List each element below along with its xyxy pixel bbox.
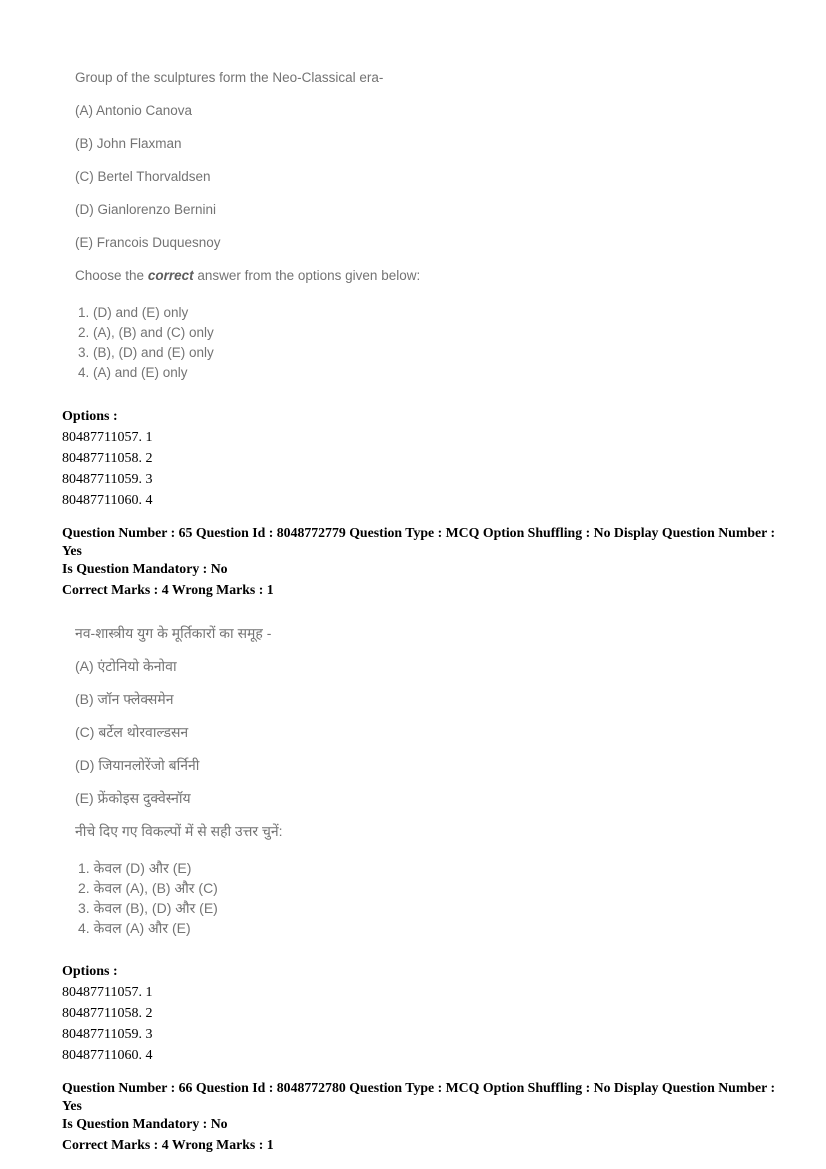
choice-e-hindi: (E) फ्रेंकोइस दुक्वेस्नॉय: [75, 790, 191, 806]
option-id-2: 80487711058. 2: [62, 1006, 153, 1021]
question-text-hindi: नव-शास्त्रीय युग के मूर्तिकारों का समूह -: [75, 625, 272, 641]
choice-e-english: (E) Francois Duquesnoy: [75, 235, 221, 250]
answer-list-english: [78, 303, 826, 383]
instruction-emphasis: correct: [147, 268, 194, 283]
question-66-meta-line-2: Is Question Mandatory : No: [62, 1116, 228, 1131]
instruction-prefix: Choose the: [75, 268, 148, 283]
choice-c-hindi: (C) बर्टेल थोरवाल्डसन: [75, 724, 189, 740]
answer-option-2-english: 2. (A), (B) and (C) only: [78, 325, 214, 340]
question-65-hindi-body: [75, 623, 826, 938]
answer-option-4-english: 4. (A) and (E) only: [78, 365, 188, 380]
choice-a-hindi: (A) एंटोनियो केनोवा: [75, 658, 177, 674]
instruction-english: [75, 266, 826, 286]
question-66-meta-line-1: Question Number : 66 Question Id : 8048772780 Question Type : MCQ Option Shuffling : No Display Question Number : Yes: [62, 1080, 776, 1113]
question-66-header: [62, 1079, 786, 1154]
answer-option-2-hindi: 2. केवल (A), (B) और (C): [78, 880, 218, 896]
option-id-1: 80487711057. 1: [62, 985, 153, 1000]
choice-d-hindi: (D) जियानलोरेंजो बर्निनी: [75, 757, 200, 773]
option-id-1: 80487711057. 1: [62, 430, 153, 445]
choice-a-english: (A) Antonio Canova: [75, 103, 193, 118]
question-text-english: Group of the sculptures form the Neo-Classical era-: [75, 70, 384, 85]
answer-option-3-hindi: 3. केवल (B), (D) और (E): [78, 900, 218, 916]
options-ids-english: [62, 407, 826, 511]
option-id-3: 80487711059. 3: [62, 1027, 153, 1042]
question-65-header: [62, 524, 786, 599]
choice-b-hindi: (B) जॉन फ्लेक्समेन: [75, 691, 174, 707]
options-label: Options :: [62, 409, 118, 424]
answer-option-3-english: 3. (B), (D) and (E) only: [78, 345, 214, 360]
instruction-hindi: नीचे दिए गए विकल्पों में से सही उत्तर चुनें:: [75, 823, 283, 839]
option-id-4: 80487711060. 4: [62, 1048, 153, 1063]
options-label: Options :: [62, 964, 118, 979]
choice-d-english: (D) Gianlorenzo Bernini: [75, 202, 217, 217]
option-id-3: 80487711059. 3: [62, 472, 153, 487]
choice-c-english: (C) Bertel Thorvaldsen: [75, 169, 211, 184]
options-ids-hindi: [62, 962, 826, 1066]
question-65-marks-line: Correct Marks : 4 Wrong Marks : 1: [62, 582, 274, 597]
answer-list-hindi: [78, 858, 826, 938]
option-id-4: 80487711060. 4: [62, 493, 153, 508]
option-id-2: 80487711058. 2: [62, 451, 153, 466]
instruction-suffix: answer from the options given below:: [193, 268, 421, 283]
answer-option-1-hindi: 1. केवल (D) और (E): [78, 860, 192, 876]
question-65-meta-line-1: Question Number : 65 Question Id : 8048772779 Question Type : MCQ Option Shuffling : No Display Question Number : Yes: [62, 525, 776, 558]
question-65-english-body: [75, 68, 826, 383]
answer-option-1-english: 1. (D) and (E) only: [78, 305, 189, 320]
question-66-marks-line: Correct Marks : 4 Wrong Marks : 1: [62, 1137, 274, 1152]
question-65-meta-line-2: Is Question Mandatory : No: [62, 561, 228, 576]
choice-b-english: (B) John Flaxman: [75, 136, 182, 151]
answer-option-4-hindi: 4. केवल (A) और (E): [78, 920, 191, 936]
